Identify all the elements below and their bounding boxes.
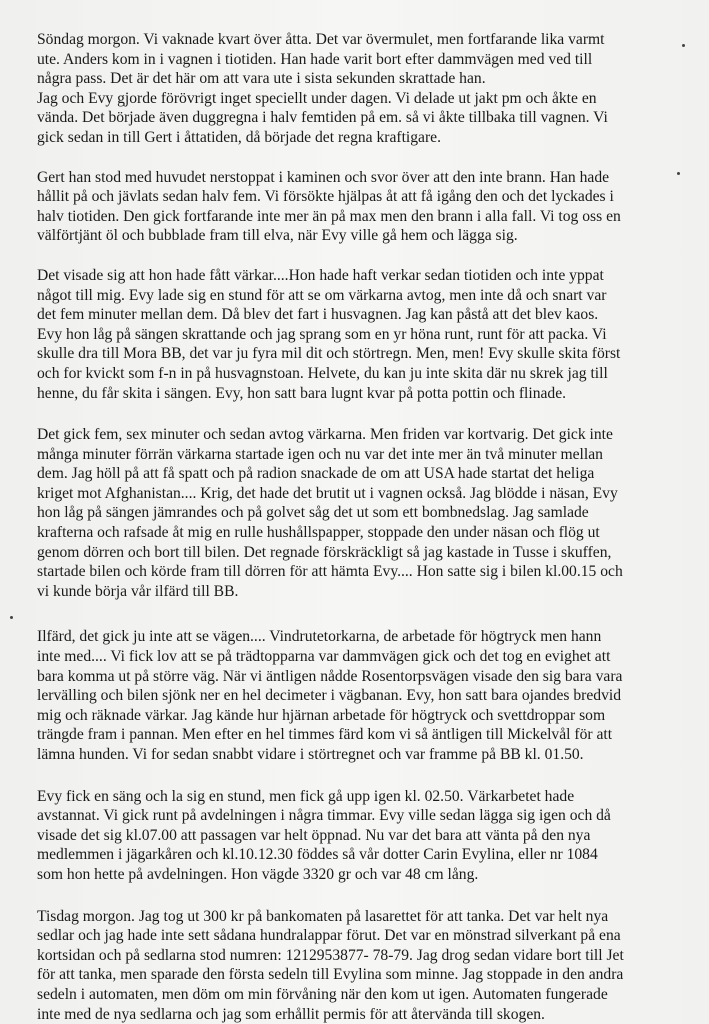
text-line: ute. Anders kom in i vagnen i tiotiden. Han hade varit bort efter dammvägen med ved till: [37, 50, 593, 68]
text-line: många minuter förrän värkarna startade igen och nu var det inte mer än två minuter mellan: [37, 445, 603, 463]
text-line: avstannat. Vi gick runt på avdelningen i några timmar. Evy ville sedan lägga sig igen och då: [37, 807, 611, 825]
text-line: sedlar och jag hade inte sett sådana hundralappar förut. Det var en mönstrad silverkant på ena: [37, 927, 621, 945]
scan-speck: [10, 616, 13, 619]
text-line: bara komma ut på större väg. När vi äntligen nådde Rosentorpsvägen visade den sig bara vara: [37, 667, 623, 685]
text-line: Jag och Evy gjorde förövrigt inget speciellt under dagen. Vi delade ut jakt pm och åkte en: [37, 89, 597, 107]
text-line: för att tanka, men sparade den första sedeln till Evylina som minne. Jag stoppade in den andra: [37, 966, 624, 984]
text-line: gick sedan in till Gert i åttatiden, då började det regna kraftigare.: [37, 128, 441, 146]
paragraph-departure: [37, 425, 689, 601]
text-line: inte med de nya sedlarna och jag som erhållit permis för att återvända till skogen.: [37, 1005, 545, 1023]
scan-speck: [677, 172, 680, 175]
text-line: startade bilen och körde fram till dörren för att hämta Evy.... Hon satte sig i bilen kl.00.15 och: [37, 563, 623, 581]
text-line: som hon hette på avdelningen. Hon vägde 3320 gr och var 48 cm lång.: [37, 865, 479, 883]
text-line: henne, du får skita i sängen. Evy, hon satt bara lugnt kvar på potta pottin och flinade.: [37, 384, 567, 402]
text-line: kriget mot Afghanistan.... Krig, det hade det brutit ut i vagnen också. Jag blödde i näsan, Evy: [37, 484, 618, 502]
text-line: lervälling och bilen sjönk ner en hel decimeter i vägbanan. Evy, hon satt bara ojandes bredvid: [37, 687, 621, 705]
text-line: och for kvickt som f-n in på husvagnstoan. Helvete, du kan ju inte skita där nu skrek jag till: [37, 364, 608, 382]
text-line: välförtjänt öl och bubblade fram till elva, när Evy ville gå hem och lägga sig.: [37, 227, 518, 245]
text-line: inte med.... Vi fick lov att se på trädtopparna var dammvägen gick och det tog en evighet att: [37, 648, 611, 666]
text-line: vända. Det började även duggregna i halv femtiden på em. så vi åkte tillbaka till vagnen. Vi: [37, 109, 608, 127]
text-line: visade det sig kl.07.00 att passagen var helt öppnad. Nu var det bara att vänta på den nya: [37, 826, 591, 844]
paragraph-contractions: [37, 266, 689, 403]
text-line: Det visade sig att hon hade fått värkar....Hon hade haft verkar sedan tiotiden och inte yppat: [37, 266, 604, 284]
text-line: halv tiotiden. Den gick fortfarande inte mer än på max men den brann i alla fall. Vi tog oss en: [37, 207, 621, 225]
text-line: trängde fram i pannan. Men efter en hel timmes färd kom vi så äntligen till Mickelvål för att: [37, 726, 613, 744]
text-line: några pass. Det är det här om att vara ute i sista sekunden skrattade han.: [37, 70, 486, 88]
text-line: krafterna och rafsade åt mig en rulle hushållspapper, stoppade den under näsan och flög ut: [37, 524, 600, 542]
text-line: det fem minuter mellan dem. Då blev det fart i husvagnen. Jag kan påstå att det blev kaos.: [37, 306, 599, 324]
text-line: något till mig. Evy lade sig en stund för att se om värkarna avtog, men inte då och snart var: [37, 286, 607, 304]
text-line: kortsidan och på sedlarna stod numren: 1212953877- 78-79. Jag drog sedan vidare bort till Jet: [37, 946, 624, 964]
text-line: skulle dra till Mora BB, det var ju fyra mil dit och störtregn. Men, men! Evy skulle skita först: [37, 345, 621, 363]
text-line: Gert han stod med huvudet nerstoppat i kaminen och svor över att den inte brann. Han hade: [37, 168, 610, 186]
text-line: sedeln i automaten, men döm om min förvåning när den kom ut igen. Automaten fungerade: [37, 985, 608, 1003]
text-line: Evy hon låg på sängen skrattande och jag sprang som en yr höna runt, runt för att packa. Vi: [37, 325, 607, 343]
text-line: hon låg på sängen jämrandes och på golvet såg det ut som ett bombnedslag. Jag samlade: [37, 504, 589, 522]
text-line: Tisdag morgon. Jag tog ut 300 kr på bankomaten på lasarettet för att tanka. Det var helt nya: [37, 907, 609, 925]
paragraph-sunday-morning: [37, 30, 689, 148]
paragraph-birth: [37, 787, 689, 885]
scan-speck: [682, 44, 685, 47]
text-line: Ilfärd, det gick ju inte att se vägen.... Vindrutetorkarna, de arbetade för högtryck men hann: [37, 628, 602, 646]
text-line: dem. Jag höll på att få spatt och på radion snackade de om att USA hade startat det heliga: [37, 465, 595, 483]
text-line: medlemmen i jägarkåren och kl.10.12.30 föddes så vår dotter Carin Evylina, eller nr 1084: [37, 846, 598, 864]
text-line: mig och räknade värkar. Jag kände hur hjärnan arbetade för högtryck och svettdroppar som: [37, 706, 606, 724]
text-line: Evy fick en säng och la sig en stund, men fick gå upp igen kl. 02.50. Värkarbetet hade: [37, 787, 575, 805]
paragraph-tuesday: [37, 907, 689, 1024]
paragraph-gert-stove: [37, 168, 689, 246]
text-line: Det gick fem, sex minuter och sedan avtog värkarna. Men friden var kortvarig. Det gick inte: [37, 426, 613, 444]
paragraph-drive: [37, 627, 689, 764]
text-line: hållit på och jävlats sedan halv fem. Vi försökte hjälpas åt att få igång den och det lyckades i: [37, 188, 614, 206]
text-line: lämna hunden. Vi for sedan snabbt vidare i störtregnet och var framme på BB kl. 01.50.: [37, 746, 584, 763]
text-line: genom dörren och bort till bilen. Det regnade förskräckligt så jag kastade in Tusse i skuffen,: [37, 543, 612, 561]
text-line: vi kunde börja vår ilfärd till BB.: [37, 582, 239, 600]
text-line: Söndag morgon. Vi vaknade kvart över åtta. Det var övermulet, men fortfarande lika varmt: [37, 31, 605, 48]
